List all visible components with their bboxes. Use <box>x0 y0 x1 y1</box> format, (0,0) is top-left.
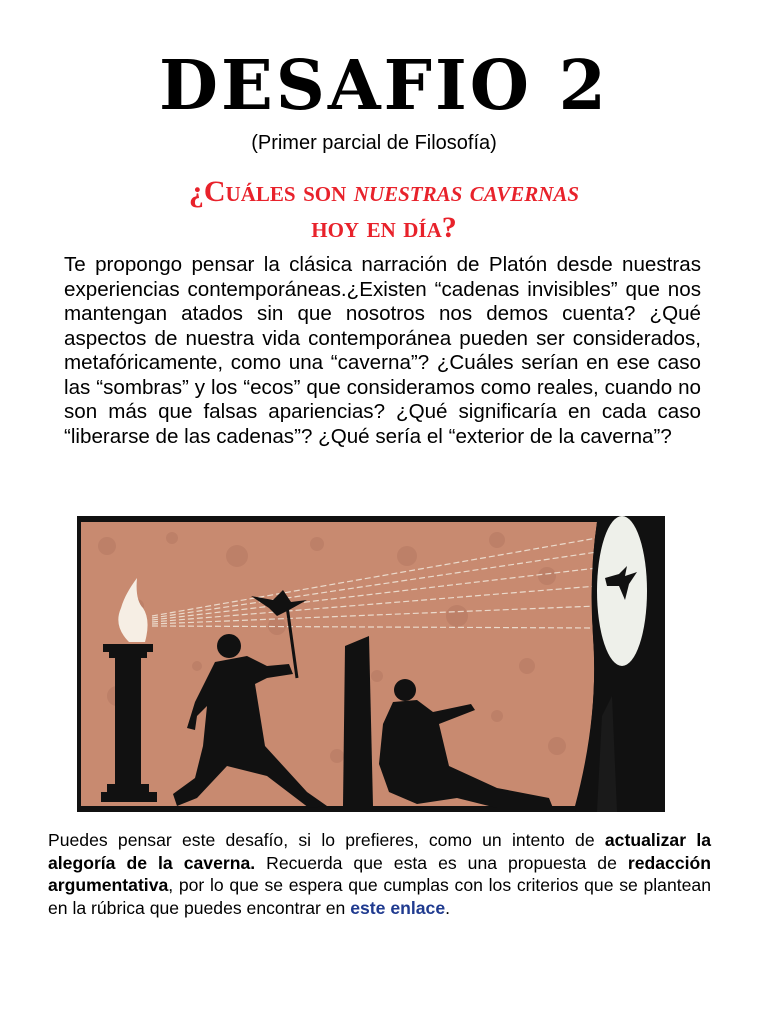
intro-paragraph: Te propongo pensar la clásica narración de Platón desde nuestras experiencias contemporáneas.¿Existen “cadenas invisibles” que nos mantengan atados sin que nosotros nos demos cuenta? ¿Qué aspectos de nuestra vida contemporánea pueden ser considerados, metafóricamente, como una “caverna”? ¿Cuáles serían en ese caso las “sombras” y los “ecos” que consideramos como reales, cuando no son más que falsas apariencias? ¿Qué significaría en cada caso “liberarse de las cadenas”? ¿Qué sería el “exterior de la caverna”? <box>64 253 701 448</box>
outro-text-4: . <box>445 897 451 918</box>
rubric-link[interactable]: este enlace <box>350 897 446 918</box>
outro-text-2: Recuerda que esta es una propuesta de <box>255 852 628 873</box>
outro-paragraph <box>48 829 711 919</box>
question-italic: nuestras cavernas <box>353 175 580 208</box>
outro-text-3: , por lo que se espera que cumplas con los criterios que se plantean en la rúbrica que puedes encontrar en <box>48 875 711 918</box>
question-heading <box>0 174 768 246</box>
page-title: DESAFIO 2 <box>159 46 609 126</box>
question-line2: hoy en día? <box>311 211 457 244</box>
outro-bold-1: actualizar la alegoría de la caverna. <box>48 830 711 873</box>
outro-bold-2: redacción argumentativa <box>48 852 711 896</box>
outro-text-1: Puedes pensar este desafío, si lo prefieres, como un intento de <box>48 830 605 850</box>
page-subtitle: (Primer parcial de Filosofía) <box>251 132 497 154</box>
monolith <box>343 636 373 806</box>
question-part1: ¿Cuáles son <box>188 175 354 208</box>
cave-allegory-illustration <box>77 516 665 812</box>
